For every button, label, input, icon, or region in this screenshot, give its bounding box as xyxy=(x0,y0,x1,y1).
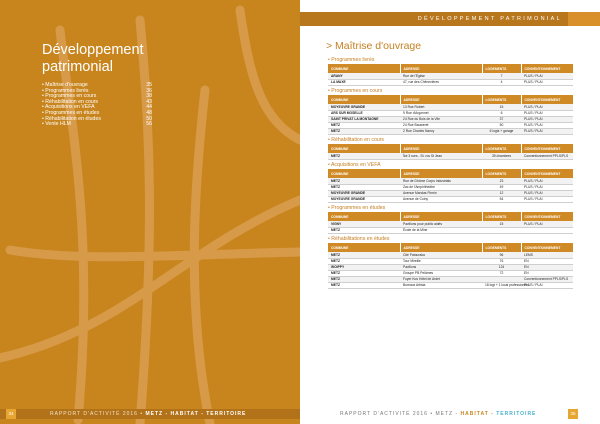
table-cell: PLUS / PLAI xyxy=(521,282,573,288)
table-cell: 2 Rue Charles Nancy xyxy=(400,128,482,134)
table-row xyxy=(328,227,573,233)
column-header: CONVENTIONNEMENT xyxy=(521,212,573,221)
toc-item-page: 43 xyxy=(146,98,152,105)
table-cell: 9 Rue d'Argonnet xyxy=(400,110,482,116)
table-cell: Conventionnement PPLS/PLS xyxy=(521,153,573,159)
table-cell: PLUS / PLAI xyxy=(521,190,573,196)
title-line-1: Développement xyxy=(42,42,144,58)
table-cell: PLUS / PLAI xyxy=(521,184,573,190)
table-cell: VIGNY xyxy=(328,221,400,227)
table-cell: 72 xyxy=(482,270,521,276)
header-tab xyxy=(568,12,600,26)
table-row xyxy=(328,153,573,159)
right-page xyxy=(300,0,600,424)
toc-item-page: 44 xyxy=(146,104,152,111)
table-header-row xyxy=(328,212,573,221)
table-cell: 24 Rue du Bois de la Vile xyxy=(400,116,482,122)
table-cell: 7 xyxy=(482,73,521,79)
column-header: LOGEMENTS xyxy=(482,169,521,178)
table-cell: LEMS xyxy=(521,252,573,258)
right-footer-label: RAPPORT D'ACTIVITÉ 2016 • METZ - xyxy=(340,411,459,417)
column-header: COMMUNE xyxy=(328,95,400,104)
table-cell: 49 xyxy=(482,184,521,190)
table-cell: 96 xyxy=(482,252,521,258)
column-header: LOGEMENTS xyxy=(482,243,521,252)
table-cell: Tour Mireille xyxy=(400,258,482,264)
table-cell: 47, rue des Chênevières xyxy=(400,79,482,85)
right-footer-text xyxy=(340,409,536,419)
table-cell: 50 xyxy=(482,122,521,128)
table-cell: Foyer Kos Hôtel de Ardet xyxy=(400,276,482,282)
table-cell: 39 chambres xyxy=(482,153,521,159)
header-bar xyxy=(300,12,600,26)
table-cell: Cité Patouraka xyxy=(400,252,482,258)
group-title: • Programmes livrés xyxy=(328,57,375,63)
table-cell: 6 logts + garage xyxy=(482,128,521,134)
table-cell: METZ xyxy=(328,258,400,264)
table-cell: Îlot 3 rues - St. ros St Jean xyxy=(400,153,482,159)
left-page-number: 34 xyxy=(6,409,16,419)
page-title xyxy=(42,42,144,76)
table-header-row xyxy=(328,169,573,178)
table-cell: METZ xyxy=(328,178,400,184)
programme-table xyxy=(328,212,574,234)
column-header: ADRESSE xyxy=(400,95,482,104)
table-cell: PLUS / PLAI xyxy=(521,104,573,110)
table-cell: METZ xyxy=(328,184,400,190)
table-cell: 12 xyxy=(482,190,521,196)
table-cell: EN xyxy=(521,264,573,270)
left-footer-bold: METZ - HABITAT - TERRITOIRE xyxy=(145,411,247,417)
programme-table xyxy=(328,64,574,86)
table-cell: PLUS / PLAI xyxy=(521,116,573,122)
table-cell: ARS SUR MOSELLE xyxy=(328,110,400,116)
table-cell: Rue de l'Église xyxy=(400,73,482,79)
column-header: LOGEMENTS xyxy=(482,64,521,73)
column-header: LOGEMENTS xyxy=(482,144,521,153)
group-title: • Programmes en études xyxy=(328,205,386,211)
table-cell: École de la Mine xyxy=(400,227,482,233)
column-header: CONVENTIONNEMENT xyxy=(521,64,573,73)
column-header: COMMUNE xyxy=(328,243,400,252)
toc-item-page: 36 xyxy=(146,87,152,94)
table-cell: ARANY xyxy=(328,73,400,79)
column-header: CONVENTIONNEMENT xyxy=(521,243,573,252)
table-cell: MOYEUVRE GRANDE xyxy=(328,196,400,202)
table-cell: METZ xyxy=(328,122,400,128)
table-cell: PLUS / PLAI xyxy=(521,196,573,202)
column-header: COMMUNE xyxy=(328,169,400,178)
table-cell: Pavillons xyxy=(400,264,482,270)
programme-table xyxy=(328,243,574,289)
table-cell: PLUS / PLAI xyxy=(521,122,573,128)
table-cell: Pavillons pour public aidés xyxy=(400,221,482,227)
right-footer xyxy=(300,409,600,419)
toc-item-label: • Acquisitions en VEFA xyxy=(42,104,95,111)
group-title: • Programmes en cours xyxy=(328,88,383,94)
table-cell: 124 xyxy=(482,264,521,270)
table-cell: 13 Rue Robert xyxy=(400,104,482,110)
programme-tables xyxy=(328,57,573,289)
table-cell: Bureaux Artista xyxy=(400,282,482,288)
left-footer-text xyxy=(50,409,246,419)
toc-item-label: • Programmes en cours xyxy=(42,93,97,100)
table-cell: Conventionnement PPLS/PLS xyxy=(521,276,573,282)
table-cell: METZ xyxy=(328,128,400,134)
programme-table xyxy=(328,95,574,135)
table-cell: 18 logt + 1 local professionnel xyxy=(482,282,521,288)
column-header: LOGEMENTS xyxy=(482,95,521,104)
toc-item-label: • Réhabilitation en études xyxy=(42,115,101,122)
toc-item-page: 35 xyxy=(146,82,152,88)
table-cell: Zac de l'Amphithéâtre xyxy=(400,184,482,190)
table-cell: 23 xyxy=(482,178,521,184)
table-cell: PLUS / PLAI xyxy=(521,178,573,184)
table-cell: 76 xyxy=(482,258,521,264)
section-title: > Maîtrise d'ouvrage xyxy=(326,40,422,52)
group-title: • Acquisitions en VEFA xyxy=(328,162,381,168)
table-cell: SAINT PRIVAT LA MONTAGNE xyxy=(328,116,400,122)
table-cell: METZ xyxy=(328,153,400,159)
table-cell: 4 xyxy=(482,79,521,85)
toc-item-label: • Programmes en études xyxy=(42,109,100,116)
table-row xyxy=(328,79,573,85)
left-footer-label: RAPPORT D'ACTIVITÉ 2016 • xyxy=(50,411,144,417)
table-cell: Avenue Marclas Firmin xyxy=(400,190,482,196)
toc-item-label: • Maîtrise d'ouvrage xyxy=(42,82,88,88)
left-footer xyxy=(0,409,300,419)
table-cell: METZ xyxy=(328,270,400,276)
table-cell: PLUS / PLAI xyxy=(521,221,573,227)
column-header: ADRESSE xyxy=(400,169,482,178)
header-label: DÉVELOPPEMENT PATRIMONIAL xyxy=(417,16,562,22)
column-header: ADRESSE xyxy=(400,144,482,153)
table-cell: PLUS / PLAI xyxy=(521,110,573,116)
toc-item-page: 38 xyxy=(146,93,152,100)
table-cell: MOYEUVRE GRANDE xyxy=(328,190,400,196)
table-header-row xyxy=(328,243,573,252)
table-cell: 37 xyxy=(482,116,521,122)
programme-table xyxy=(328,144,574,160)
table-cell: 15 xyxy=(482,104,521,110)
table-cell: 15 xyxy=(482,221,521,227)
toc-item-page: 56 xyxy=(146,121,152,128)
table-cell: Avenue de Coiny xyxy=(400,196,482,202)
group-title: • Réhabilitation en cours xyxy=(328,137,385,143)
column-header: ADRESSE xyxy=(400,64,482,73)
footer-habitat: HABITAT - xyxy=(460,411,494,417)
toc-item-page: 50 xyxy=(146,115,152,122)
toc-item[interactable] xyxy=(42,122,152,128)
table-cell: WOIPPY xyxy=(328,264,400,270)
group-title: • Réhabilitations en études xyxy=(328,236,390,242)
table-cell: PLUS / PLAI xyxy=(521,73,573,79)
table-cell: METZ xyxy=(328,252,400,258)
column-header: ADRESSE xyxy=(400,212,482,221)
table-cell: PLUS / PLAI xyxy=(521,79,573,85)
title-line-2: patrimonial xyxy=(42,59,113,75)
table-cell: 54 xyxy=(482,196,521,202)
column-header: COMMUNE xyxy=(328,212,400,221)
column-header: ADRESSE xyxy=(400,243,482,252)
table-cell: Groupe PB Pelâmes xyxy=(400,270,482,276)
column-header: CONVENTIONNEMENT xyxy=(521,144,573,153)
table-header-row xyxy=(328,144,573,153)
table-cell: MOYEUVRE GRANDE xyxy=(328,104,400,110)
column-header: COMMUNE xyxy=(328,144,400,153)
table-cell: Rue de Dhôme Corps Industrials xyxy=(400,178,482,184)
table-cell xyxy=(521,227,573,233)
table-cell: METZ xyxy=(328,282,400,288)
table-cell: METZ xyxy=(328,227,400,233)
table-row xyxy=(328,196,573,202)
table-header-row xyxy=(328,64,573,73)
column-header: CONVENTIONNEMENT xyxy=(521,95,573,104)
table-cell xyxy=(482,227,521,233)
footer-territoire: TERRITOIRE xyxy=(496,411,537,417)
column-header: LOGEMENTS xyxy=(482,212,521,221)
toc-item-label: • Vente HLM xyxy=(42,121,71,128)
table-of-contents xyxy=(42,83,152,128)
table-cell: EN xyxy=(521,270,573,276)
table-header-row xyxy=(328,95,573,104)
toc-item-label: • Programmes livrés xyxy=(42,87,89,94)
table-row xyxy=(328,282,573,288)
table-row xyxy=(328,128,573,134)
table-cell: LA MAXE xyxy=(328,79,400,85)
table-cell: 6 xyxy=(482,110,521,116)
toc-item-page: 48 xyxy=(146,109,152,116)
table-cell: PLUS / PLAI xyxy=(521,128,573,134)
column-header: CONVENTIONNEMENT xyxy=(521,169,573,178)
programme-table xyxy=(328,169,574,203)
toc-item-label: • Réhabilitation en cours xyxy=(42,98,99,105)
table-cell: METZ xyxy=(328,276,400,282)
column-header: COMMUNE xyxy=(328,64,400,73)
table-cell: 24 Rue Bauweret xyxy=(400,122,482,128)
table-cell: EN xyxy=(521,258,573,264)
right-page-number: 35 xyxy=(568,409,578,419)
